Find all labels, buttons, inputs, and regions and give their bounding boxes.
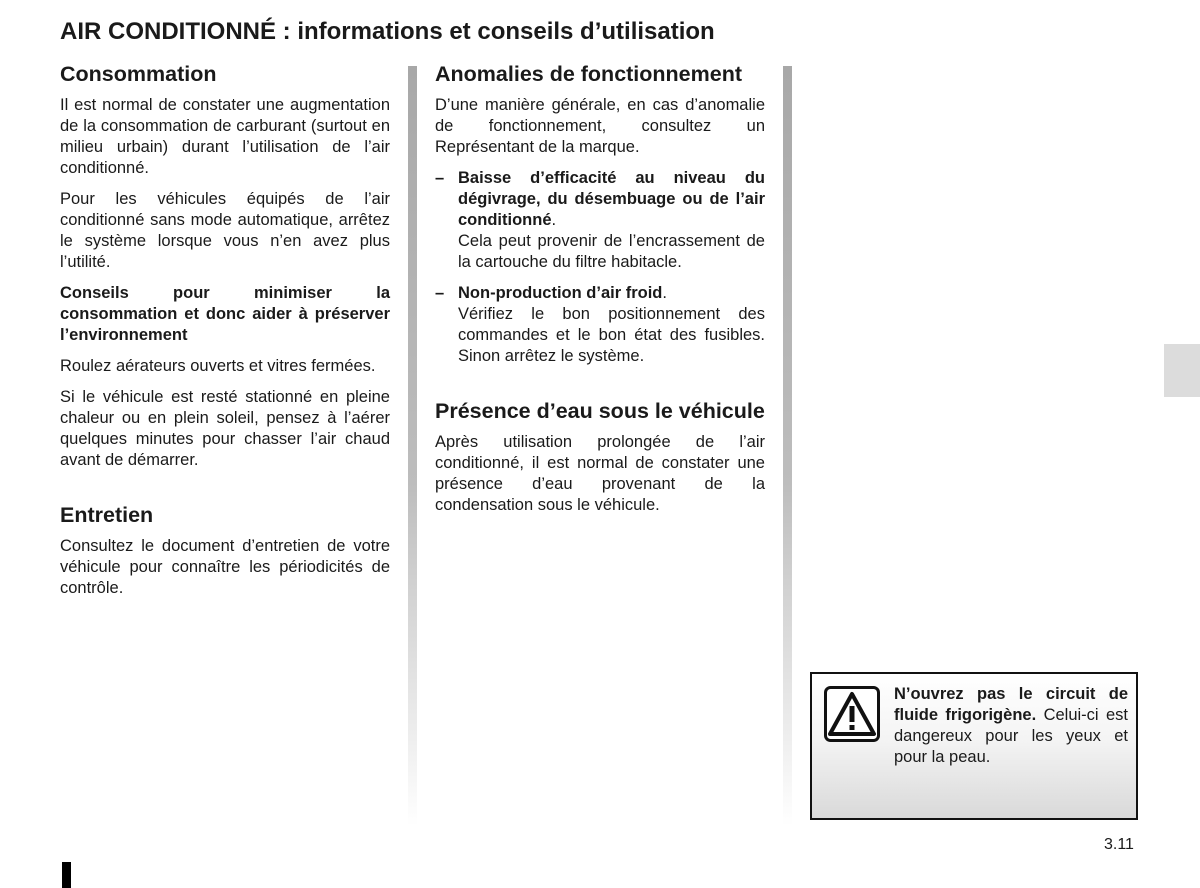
section-thumb-tab	[1164, 344, 1200, 397]
column-divider-left	[408, 66, 417, 826]
warning-triangle-icon	[824, 686, 880, 742]
crop-mark	[62, 862, 71, 888]
anomaly-item-detail: Vérifiez le bon positionnement des commandes et le bon état des fusibles. Sinon arrêtez le système.	[458, 305, 765, 365]
anomaly-item-detail: Cela peut provenir de l’encrassement de la cartouche du filtre habitacle.	[458, 232, 765, 271]
eau-paragraph: Après utilisation prolongée de l’air conditionné, il est normal de constater une présence d’eau provenant de la condensation sous le véhicule.	[435, 433, 765, 514]
middle-column	[435, 62, 765, 526]
consommation-paragraph-2: Pour les véhicules équipés de l’air conditionné sans mode automatique, arrêtez le système lorsque vous n’en avez plus l’utilité.	[60, 190, 390, 271]
warning-bold-text: N’ouvrez pas le circuit de fluide frigorigène.	[894, 685, 1128, 724]
warning-box	[810, 672, 1138, 820]
section-heading-entretien: Entretien	[60, 503, 154, 527]
anomaly-item-title: Baisse d’efficacité au niveau du dégivrage, du désembuage ou de l’air conditionné	[458, 169, 765, 229]
anomaly-item	[435, 283, 765, 367]
anomaly-item	[435, 168, 765, 273]
warning-body-text: Celui-ci est dangereux pour les yeux et pour la peau.	[894, 706, 1128, 766]
section-heading-anomalies: Anomalies de fonctionnement	[435, 62, 743, 86]
dash-bullet: –	[435, 169, 445, 187]
consommation-paragraph-4: Si le véhicule est resté stationné en pleine chaleur ou en plein soleil, pensez à l’aérer quelques minutes pour chasser l’air chaud avant de démarrer.	[60, 388, 390, 469]
column-divider-right	[783, 66, 792, 826]
anomaly-item-punct: .	[662, 284, 667, 302]
left-column	[60, 62, 390, 609]
consommation-paragraph-1: Il est normal de constater une augmentation de la consommation de carburant (surtout en milieu urbain) durant l’utilisation de l’air conditionné.	[60, 96, 390, 177]
warning-text	[894, 684, 1128, 768]
page-title: AIR CONDITIONNÉ : informations et conseils d’utilisation	[60, 18, 715, 45]
consommation-tips-heading: Conseils pour minimiser la consommation et donc aider à préserver l’environnement	[60, 284, 390, 344]
section-heading-eau: Présence d’eau sous le véhicule	[435, 399, 765, 423]
anomaly-item-punct: .	[551, 211, 557, 229]
page-number: 3.11	[1104, 836, 1134, 853]
dash-bullet: –	[435, 284, 445, 302]
consommation-paragraph-3: Roulez aérateurs ouverts et vitres fermées.	[60, 357, 376, 375]
anomalies-intro: D’une manière générale, en cas d’anomalie de fonctionnement, consultez un Représentant de la marque.	[435, 96, 765, 156]
section-heading-consommation: Consommation	[60, 62, 217, 86]
anomaly-item-title: Non-production d’air froid	[458, 284, 663, 302]
entretien-paragraph: Consultez le document d’entretien de votre véhicule pour connaître les périodicités de contrôle.	[60, 537, 390, 597]
